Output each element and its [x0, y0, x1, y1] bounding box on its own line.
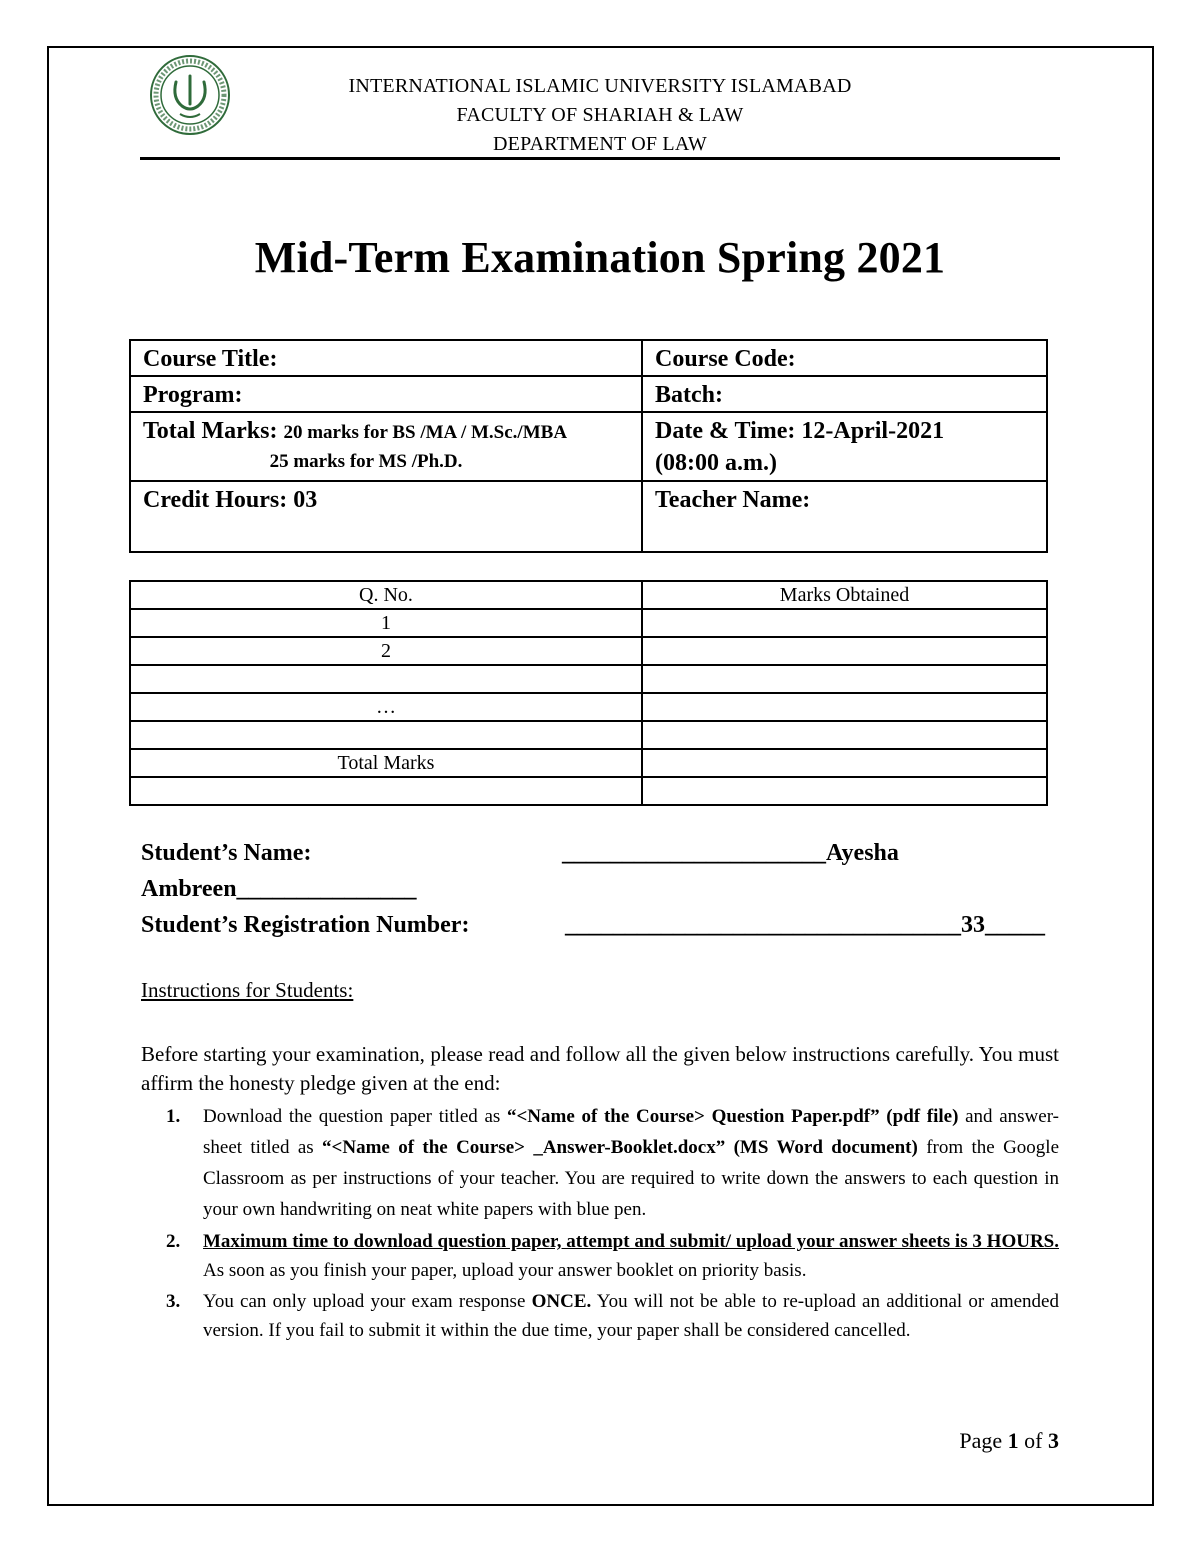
course-title-cell — [130, 340, 642, 376]
student-name-value: Ayesha — [826, 840, 899, 866]
marks-cell — [642, 721, 1047, 749]
instruction-text: You can only upload your exam response — [203, 1291, 532, 1312]
student-name-continued — [141, 876, 417, 903]
credit-hours-cell — [130, 481, 642, 552]
total-marks-line1: 20 marks for BS /MA / M.Sc./MBA — [283, 422, 568, 443]
header-rule — [140, 157, 1060, 160]
table-row — [130, 749, 1047, 777]
registration-value-line — [565, 912, 1045, 939]
header-qno: Q. No. — [130, 581, 642, 609]
instructions-list — [141, 1101, 1059, 1345]
student-name-blank: ______________________ — [562, 840, 826, 866]
qno-cell: 1 — [130, 609, 642, 637]
instruction-text: You will not be able to re-upload an additional or amended version. If you fail to submit it within the due time, your paper shall be considered cancelled. — [203, 1291, 1059, 1341]
total-marks-label: Total Marks: — [143, 418, 278, 444]
marks-cell — [642, 609, 1047, 637]
instructions-heading: Instructions for Students: — [141, 978, 354, 1002]
qno-cell: … — [130, 693, 642, 721]
page-current: 1 — [1007, 1428, 1019, 1453]
list-item — [141, 1287, 1059, 1345]
table-row — [130, 721, 1047, 749]
batch-cell — [642, 376, 1047, 412]
page-total: 3 — [1048, 1428, 1059, 1453]
list-item-number: 2. — [166, 1231, 181, 1252]
date-time-cell — [642, 412, 1047, 481]
student-name-value-line — [562, 840, 899, 867]
registration-line — [141, 912, 469, 939]
document-header — [140, 72, 1060, 159]
marks-table — [129, 580, 1048, 806]
teacher-name-cell — [642, 481, 1047, 552]
page-label: Page — [959, 1428, 1003, 1453]
qno-cell — [130, 721, 642, 749]
registration-trail: _____ — [985, 912, 1045, 938]
course-info-table — [129, 339, 1048, 553]
teacher-name-label: Teacher Name: — [655, 487, 811, 513]
course-code-label: Course Code: — [655, 346, 796, 372]
list-item-number: 3. — [166, 1291, 181, 1312]
university-name: INTERNATIONAL ISLAMIC UNIVERSITY ISLAMABAD — [348, 75, 852, 97]
student-name-line — [141, 840, 311, 867]
exam-title: Mid-Term Examination Spring 2021 — [254, 233, 946, 282]
batch-label: Batch: — [655, 382, 723, 408]
instructions-intro: Before starting your examination, please read and follow all the given below instructions carefully. You must affirm the honesty pledge given at the end: — [141, 1042, 1059, 1095]
page-number — [959, 1428, 1059, 1454]
date-time-label: Date & Time: 12-April-2021 — [655, 418, 945, 444]
table-row — [130, 637, 1047, 665]
faculty-name: FACULTY OF SHARIAH & LAW — [456, 104, 744, 126]
marks-table-header — [130, 581, 1047, 609]
credit-hours: Credit Hours: 03 — [143, 487, 318, 513]
instruction-text: As soon as you finish your paper, upload your answer booklet on priority basis. — [203, 1260, 807, 1281]
instruction-bold: “<Name of the Course> Question Paper.pdf” (pdf file) — [506, 1106, 959, 1127]
marks-cell — [642, 665, 1047, 693]
marks-cell — [642, 693, 1047, 721]
registration-blank: _________________________________ — [565, 912, 961, 938]
list-item — [141, 1227, 1059, 1285]
program-cell — [130, 376, 642, 412]
total-marks-line2: 25 marks for MS /Ph.D. — [269, 451, 463, 472]
instruction-bold: “<Name of the Course> _Answer-Booklet.docx” (MS Word document) — [322, 1137, 918, 1158]
marks-cell — [642, 637, 1047, 665]
marks-cell — [642, 777, 1047, 805]
student-name-value-continued: Ambreen_______________ — [141, 876, 417, 902]
page-of: of — [1024, 1428, 1043, 1453]
qno-cell: Total Marks — [130, 749, 642, 777]
course-code-cell — [642, 340, 1047, 376]
qno-cell — [130, 665, 642, 693]
instruction-bold-underlined: Maximum time to download question paper, attempt and submit/ upload your answer sheets is 3 HOURS. — [203, 1231, 1059, 1252]
instruction-bold: ONCE. — [531, 1291, 592, 1312]
table-row — [130, 609, 1047, 637]
table-row — [130, 693, 1047, 721]
registration-value: 33 — [961, 912, 985, 938]
instruction-text: from the Google Classroom as per instructions of your teacher. You are required to write down the answers to each question in your own handwriting on neat white papers with blue pen. — [203, 1137, 1060, 1220]
date-time-value: (08:00 a.m.) — [655, 450, 777, 476]
course-title-label: Course Title: — [143, 346, 278, 372]
list-item — [141, 1101, 1059, 1225]
qno-cell — [130, 777, 642, 805]
department-name: DEPARTMENT OF LAW — [493, 133, 707, 155]
header-marks-obtained: Marks Obtained — [642, 581, 1047, 609]
registration-label: Student’s Registration Number: — [141, 912, 470, 938]
table-row — [130, 665, 1047, 693]
program-label: Program: — [143, 382, 243, 408]
marks-cell — [642, 749, 1047, 777]
list-item-number: 1. — [166, 1106, 181, 1127]
total-marks-cell — [130, 412, 642, 481]
table-row — [130, 777, 1047, 805]
instruction-text: and answer-sheet titled as — [203, 1106, 1059, 1158]
student-name-label: Student’s Name: — [141, 840, 312, 866]
instruction-text: Download the question paper titled as — [203, 1106, 507, 1127]
qno-cell: 2 — [130, 637, 642, 665]
